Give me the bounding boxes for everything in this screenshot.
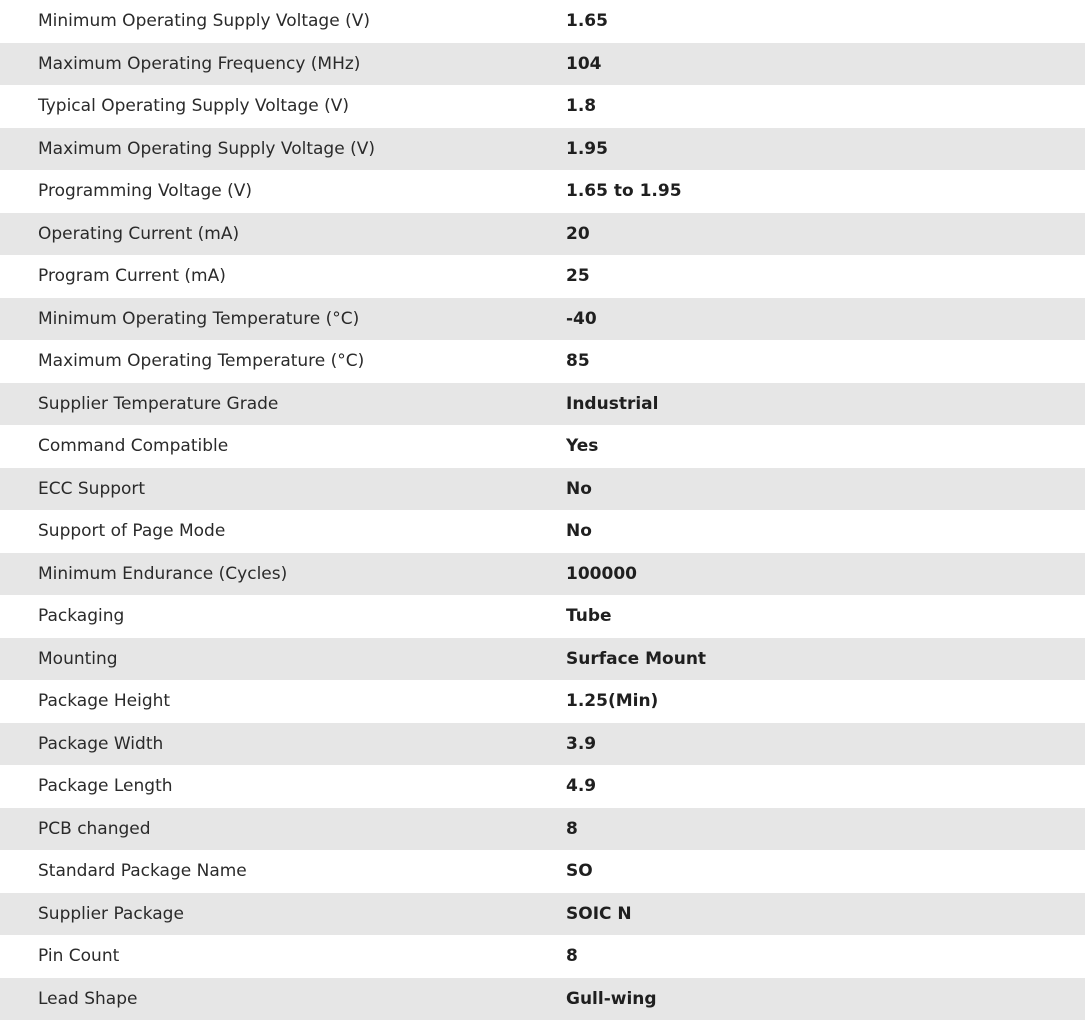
table-row <box>0 595 1085 638</box>
table-row <box>0 255 1085 298</box>
spec-label: Pin Count <box>38 946 120 967</box>
spec-value: 1.25(Min) <box>566 691 659 712</box>
spec-label: Package Length <box>38 776 173 797</box>
spec-value: 1.65 to 1.95 <box>566 181 682 202</box>
spec-value: 1.95 <box>566 128 1085 171</box>
spec-label: Operating Current (mA) <box>0 213 566 256</box>
spec-label: PCB changed <box>0 808 566 851</box>
table-row <box>0 468 1085 511</box>
spec-label: Support of Page Mode <box>38 521 226 542</box>
table-row <box>0 680 1085 723</box>
spec-value: Surface Mount <box>566 638 1085 681</box>
table-row <box>0 43 1085 86</box>
spec-value: 104 <box>566 43 1085 86</box>
table-row <box>0 340 1085 383</box>
spec-label: Mounting <box>0 638 566 681</box>
spec-label: Program Current (mA) <box>38 266 226 287</box>
spec-value: 3.9 <box>566 723 1085 766</box>
table-row <box>0 85 1085 128</box>
spec-value: 25 <box>566 266 590 287</box>
spec-label: Maximum Operating Frequency (MHz) <box>0 43 566 86</box>
spec-label: Minimum Endurance (Cycles) <box>0 553 566 596</box>
table-row <box>0 0 1085 43</box>
spec-value: 85 <box>566 351 590 372</box>
spec-label: Standard Package Name <box>38 861 247 882</box>
spec-label: Lead Shape <box>0 978 566 1020</box>
table-row <box>0 935 1085 978</box>
table-row <box>0 723 1085 766</box>
table-row <box>0 213 1085 256</box>
spec-value: Yes <box>566 436 599 457</box>
spec-label: Supplier Temperature Grade <box>0 383 566 426</box>
spec-value: 20 <box>566 213 1085 256</box>
spec-value: Gull-wing <box>566 978 1085 1020</box>
table-row <box>0 850 1085 893</box>
spec-value: 100000 <box>566 553 1085 596</box>
spec-label: Minimum Operating Supply Voltage (V) <box>38 11 370 32</box>
spec-label: Maximum Operating Supply Voltage (V) <box>0 128 566 171</box>
table-row <box>0 978 1085 1020</box>
table-row <box>0 425 1085 468</box>
spec-value: SOIC N <box>566 893 1085 936</box>
spec-value: 8 <box>566 808 1085 851</box>
spec-value: 4.9 <box>566 776 597 797</box>
table-row <box>0 553 1085 596</box>
spec-label: Supplier Package <box>0 893 566 936</box>
table-row <box>0 383 1085 426</box>
spec-label: Package Width <box>0 723 566 766</box>
spec-label: Programming Voltage (V) <box>38 181 253 202</box>
spec-label: Command Compatible <box>38 436 229 457</box>
table-row <box>0 170 1085 213</box>
table-row <box>0 638 1085 681</box>
spec-label: Maximum Operating Temperature (°C) <box>38 351 365 372</box>
table-row <box>0 893 1085 936</box>
spec-label: Package Height <box>38 691 171 712</box>
spec-value: 1.65 <box>566 11 608 32</box>
spec-value: No <box>566 521 592 542</box>
table-row <box>0 128 1085 171</box>
spec-value: No <box>566 468 1085 511</box>
table-row <box>0 808 1085 851</box>
spec-value: Tube <box>566 606 612 627</box>
spec-label: Minimum Operating Temperature (°C) <box>0 298 566 341</box>
spec-label: ECC Support <box>0 468 566 511</box>
spec-value: SO <box>566 861 593 882</box>
spec-label: Typical Operating Supply Voltage (V) <box>38 96 349 117</box>
spec-value: -40 <box>566 298 1085 341</box>
spec-value: 1.8 <box>566 96 597 117</box>
spec-value: Industrial <box>566 383 1085 426</box>
spec-label: Packaging <box>38 606 125 627</box>
spec-value: 8 <box>566 946 578 967</box>
table-row <box>0 765 1085 808</box>
table-row <box>0 298 1085 341</box>
table-row <box>0 510 1085 553</box>
